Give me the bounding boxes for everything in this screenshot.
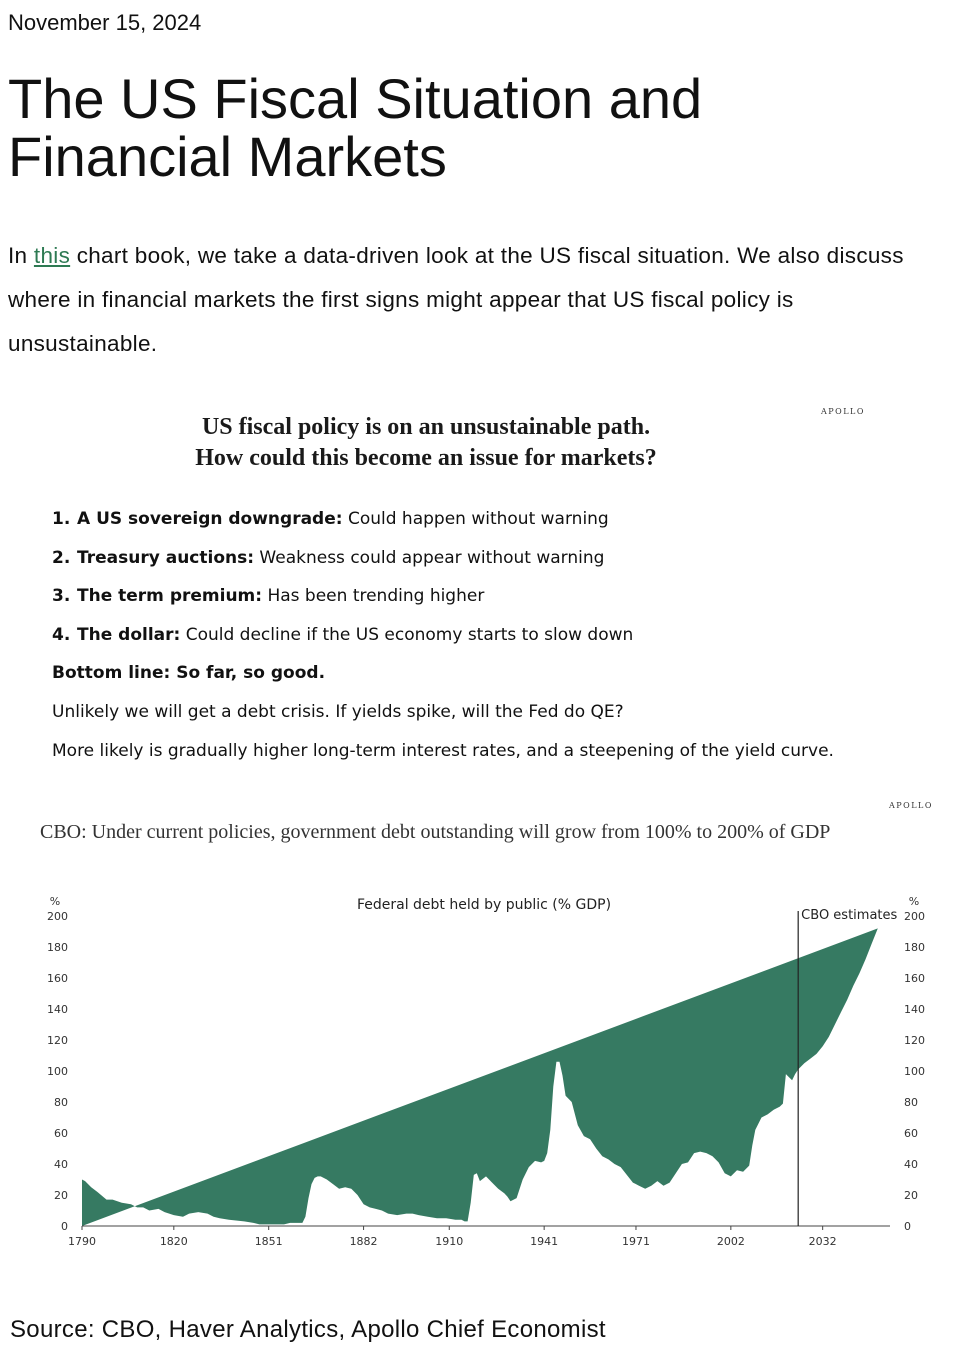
y-tick-label-left: 80 (54, 1096, 68, 1109)
title-line-1: The US Fiscal Situation and (8, 67, 703, 130)
bottom-line: Bottom line: So far, so good. (52, 663, 326, 684)
list-item (52, 584, 834, 623)
y-tick-label-left: 160 (47, 972, 68, 985)
y-tick-label-right: 20 (904, 1189, 918, 1202)
item-heading: Treasury auctions: (77, 547, 255, 568)
intro-after: chart book, we take a data-driven look at the US fiscal situation. We also discuss where in financial markets the first signs might appear that US fiscal policy is unsustainable. (8, 243, 904, 356)
x-tick-label: 1820 (159, 1235, 188, 1248)
intro-before: In (8, 243, 34, 268)
y-tick-label-right: 60 (904, 1127, 918, 1140)
page-title (8, 67, 703, 188)
x-tick-label: 1910 (435, 1235, 464, 1248)
y-tick-label-right: 40 (904, 1158, 918, 1171)
this-link[interactable]: this (33, 243, 71, 268)
y-tick-label-left: 200 (47, 910, 68, 923)
y-tick-label-left: 180 (47, 941, 68, 954)
y-tick-label-left: 40 (54, 1158, 68, 1171)
item-number: 1. (52, 509, 71, 529)
item-text: Has been trending higher (262, 586, 485, 607)
y-tick-label-right: 200 (904, 910, 925, 923)
slide1-heading-line-1: US fiscal policy is on an unsustainable path. (201, 414, 651, 440)
x-tick-label: 1941 (530, 1235, 559, 1248)
title-line-2: Financial Markets (8, 125, 447, 188)
item-text: Could decline if the US economy starts to slow down (180, 624, 634, 645)
y-tick-label-left: 60 (54, 1127, 68, 1140)
debt-area-series (82, 928, 878, 1226)
y-tick-label-right: 160 (904, 972, 925, 985)
y-tick-label-right: 180 (904, 941, 925, 954)
y-axis-unit-left: % (49, 895, 61, 908)
chart-title: Federal debt held by public (% GDP) (356, 897, 612, 913)
item-heading: A US sovereign downgrade: (77, 509, 343, 529)
x-tick-label: 1882 (349, 1235, 378, 1248)
x-tick-label: 2032 (808, 1235, 837, 1248)
source-note: Source: CBO, Haver Analytics, Apollo Chief Economist (10, 1316, 606, 1343)
item-text: Weakness could appear without warning (254, 547, 605, 568)
slide2-heading: CBO: Under current policies, government debt outstanding will grow from 100% to 200% of GDP (40, 821, 831, 843)
cbo-estimates-label: CBO estimates (801, 908, 898, 923)
y-tick-label-right: 120 (904, 1034, 925, 1047)
slide-debt-chart (0, 795, 960, 1270)
slide1-heading-line-2: How could this become an issue for markets? (195, 445, 657, 471)
y-tick-label-left: 120 (47, 1034, 68, 1047)
slide-unsustainable-path (0, 395, 960, 775)
item-heading: The dollar: (77, 624, 181, 645)
publish-date: November 15, 2024 (8, 10, 202, 35)
item-heading: The term premium: (77, 586, 263, 607)
x-tick-label: 2002 (716, 1235, 745, 1248)
slide1-heading (0, 412, 852, 474)
conclusion-line-2: More likely is gradually higher long-term interest rates, and a steepening of the yield curve. (52, 740, 834, 761)
y-tick-label-left: 100 (47, 1065, 68, 1078)
debt-chart (0, 795, 960, 1270)
intro-paragraph (8, 234, 908, 366)
y-tick-label-left: 0 (61, 1220, 68, 1233)
y-tick-label-right: 100 (904, 1065, 925, 1078)
x-tick-label: 1851 (254, 1235, 283, 1248)
item-number: 4. (52, 624, 71, 645)
issues-list (52, 507, 834, 777)
list-item (52, 546, 834, 585)
list-item (52, 507, 834, 546)
y-tick-label-left: 140 (47, 1003, 68, 1016)
list-item (52, 623, 834, 662)
apollo-logo: APOLLO (821, 407, 865, 416)
x-tick-label: 1971 (621, 1235, 650, 1248)
item-number: 2. (52, 547, 71, 568)
y-tick-label-right: 0 (904, 1220, 911, 1233)
y-tick-label-right: 80 (904, 1096, 918, 1109)
y-axis-unit-right: % (908, 895, 920, 908)
y-tick-label-left: 20 (54, 1189, 68, 1202)
y-tick-label-right: 140 (904, 1003, 925, 1016)
item-text: Could happen without warning (342, 509, 609, 529)
item-number: 3. (52, 586, 71, 607)
conclusion-line-1: Unlikely we will get a debt crisis. If yields spike, will the Fed do QE? (52, 701, 624, 722)
apollo-logo: APOLLO (889, 801, 933, 810)
x-tick-label: 1790 (68, 1235, 96, 1248)
